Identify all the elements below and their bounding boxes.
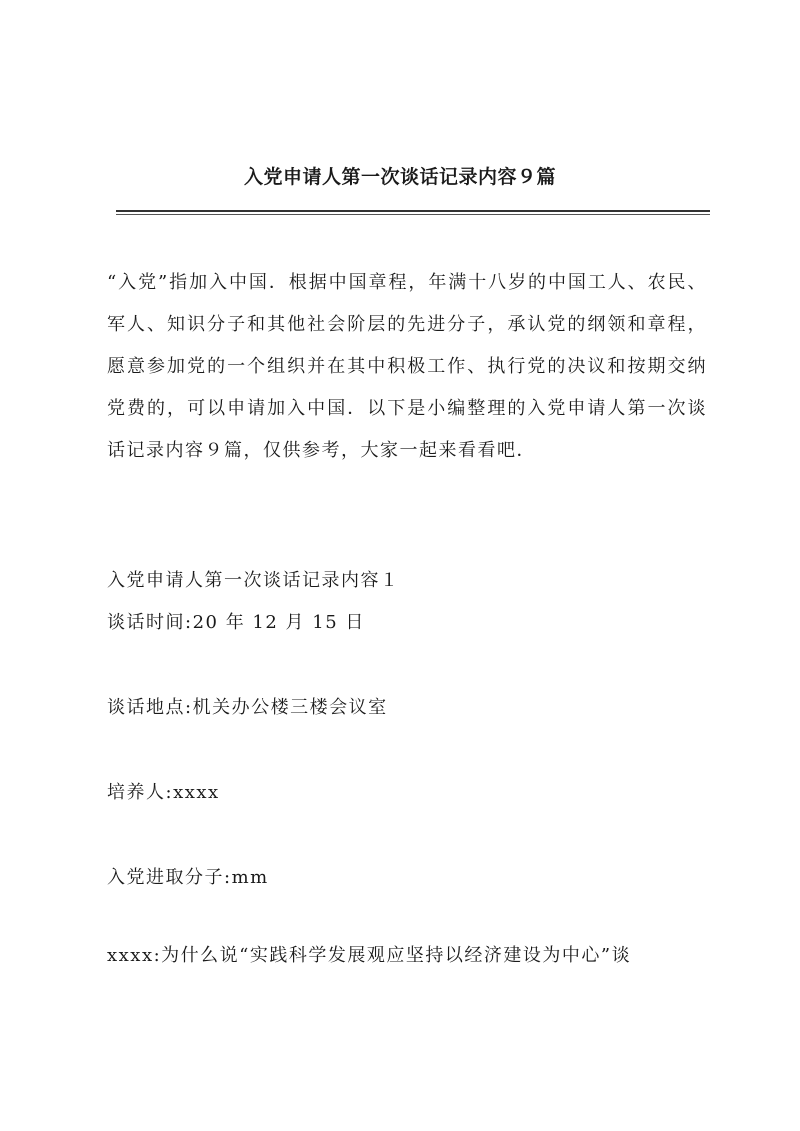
interview-time: 谈话时间:20 年 12 月 15 日 [107,612,365,633]
document-title: 入党申请人第一次谈话记录内容９篇 [243,166,556,188]
applicant-line: 入党进取分子:mm [107,867,269,888]
interview-location: 谈话地点:机关办公楼三楼会议室 [107,697,388,718]
section-heading: 入党申请人第一次谈话记录内容１ [107,570,400,591]
title-underline-secondary [116,214,710,215]
title-underline [116,210,710,212]
dialogue-line: xxxx:为什么说“实践科学发展观应坚持以经济建设为中心”谈 [107,945,632,966]
intro-paragraph: “入党”指加入中国．根据中国章程，年满十八岁的中国工人、农民、军人、知识分子和其他社会阶层的先进分子，承认党的纲领和章程，愿意参加党的一个组织并在其中积极工作、执行党的决议和按期交纳党费的，可以申请加入中国．以下是小编整理的入党申请人第一次谈话记录内容９篇，仅供参考，大家一起来看看吧． [107,272,707,461]
trainer-line: 培养人:xxxx [107,782,220,803]
